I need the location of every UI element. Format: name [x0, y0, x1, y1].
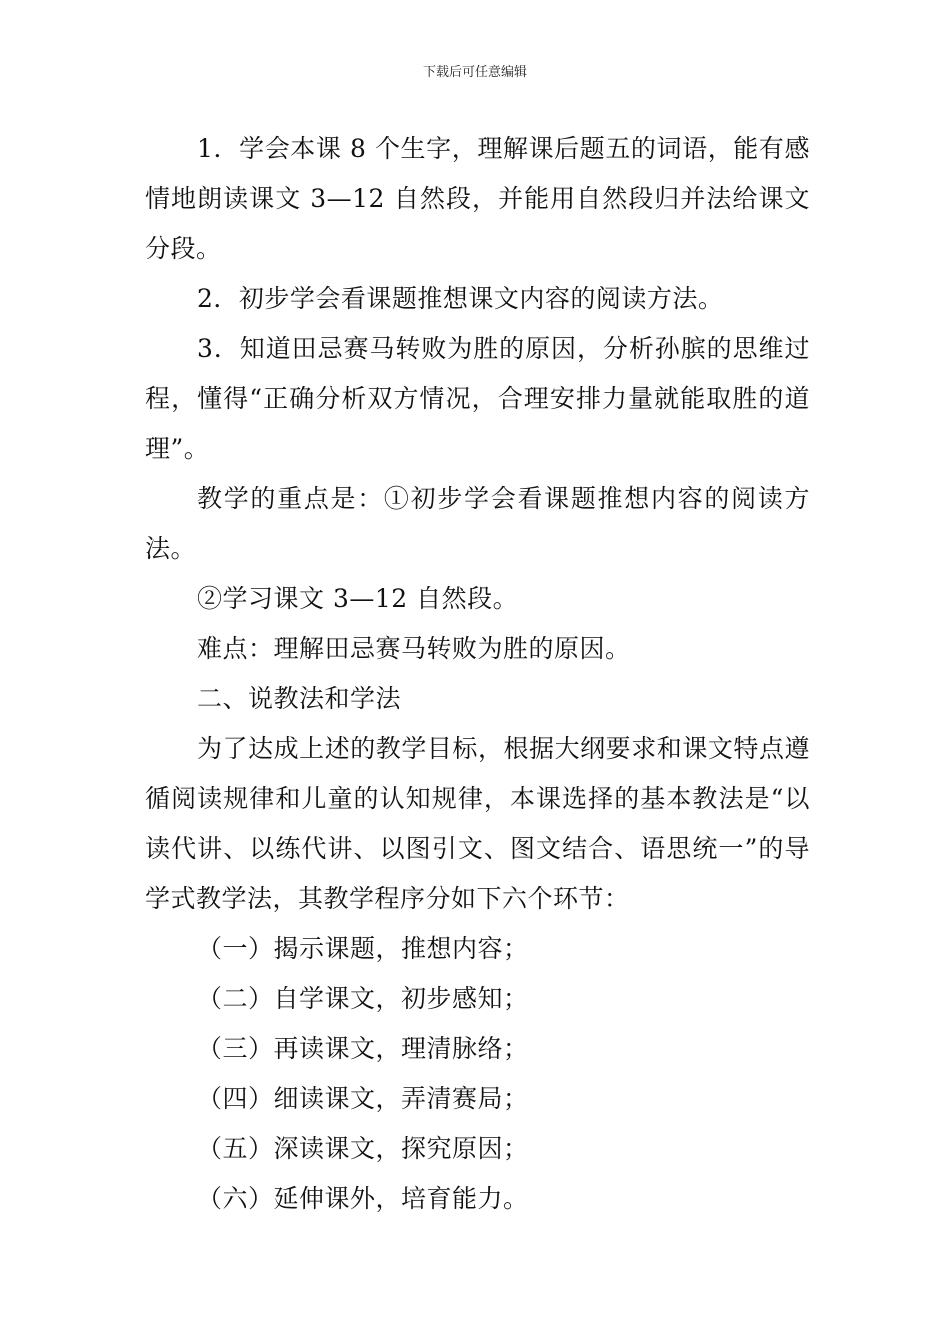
step-6-item: （六）延伸课外，培育能力。 — [197, 1184, 529, 1213]
objective-2-paragraph: 2．初步学会看课题推想课文内容的阅读方法。 — [197, 284, 724, 313]
section-heading: 二、说教法和学法 — [197, 684, 402, 713]
page-header: 下载后可任意编辑 — [422, 65, 527, 80]
difficulty-paragraph: 难点：理解田忌赛马转败为胜的原因。 — [197, 634, 631, 663]
step-4-item: （四）细读课文，弄清赛局； — [197, 1084, 529, 1113]
step-5-item: （五）深读课文，探究原因； — [197, 1134, 529, 1163]
objective-3-paragraph: 3．知道田忌赛马转败为胜的原因，分析孙膑的思维过程，懂得“正确分析双方情况，合理安排力量就能取胜的道理”。 — [145, 334, 810, 463]
document-body — [145, 124, 810, 1224]
key-point-paragraph: 教学的重点是：①初步学会看课题推想内容的阅读方法。 — [145, 484, 810, 563]
objective-1-paragraph: 1．学会本课 8 个生字，理解课后题五的词语，能有感情地朗读课文 3—12 自然段，并能用自然段归并法给课文分段。 — [145, 134, 810, 263]
step-2-item: （二）自学课文，初步感知； — [197, 984, 529, 1013]
key-point-2-paragraph: ②学习课文 3—12 自然段。 — [197, 584, 519, 613]
step-1-item: （一）揭示课题，推想内容； — [197, 934, 529, 963]
method-paragraph: 为了达成上述的教学目标，根据大纲要求和课文特点遵循阅读规律和儿童的认知规律，本课选择的基本教法是“以读代讲、以练代讲、以图引文、图文结合、语思统一”的导学式教学法，其教学程序分如下六个环节： — [145, 734, 810, 913]
step-3-item: （三）再读课文，理清脉络； — [197, 1034, 529, 1063]
